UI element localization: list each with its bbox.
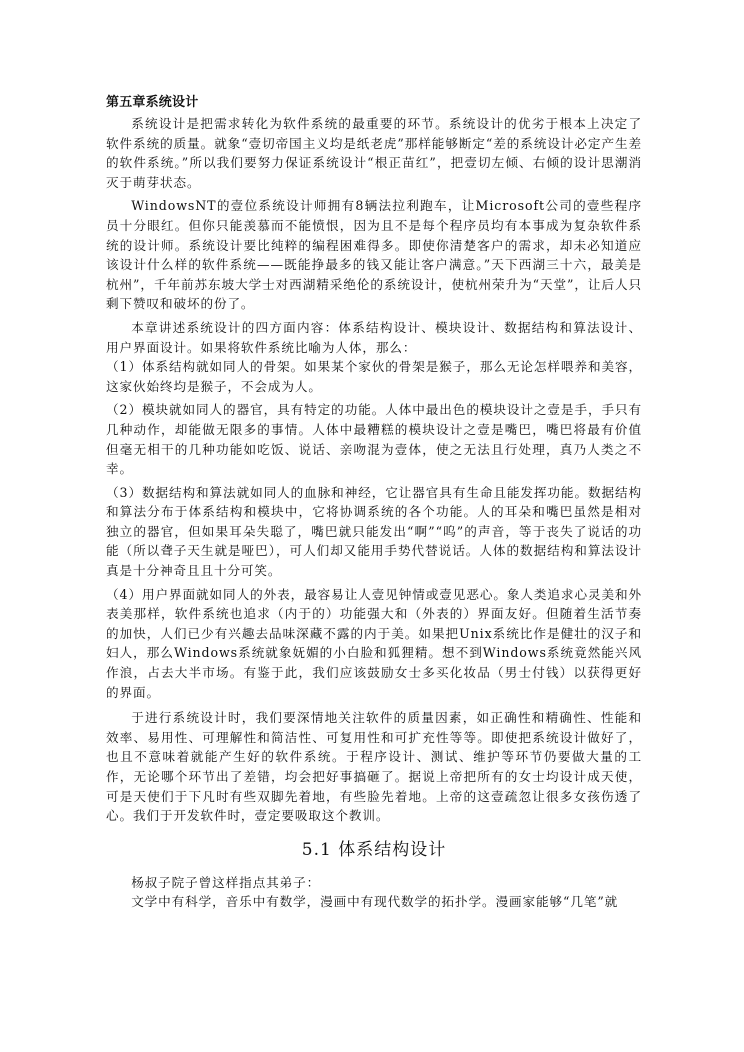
paragraph-section-body: 文学中有科学，音乐中有数学，漫画中有现代数学的拓扑学。漫画家能够“几笔”就 bbox=[131, 894, 619, 910]
list-item-architecture: （1）体系结构就如同人的骨架。如果某个家伙的骨架是猴子，那么无论怎样喂养和美容，这家伙始终均是猴子，不会成为人。 bbox=[106, 359, 642, 394]
document-body bbox=[106, 114, 642, 912]
list-item-modules: （2）模块就如同人的器官，具有特定的功能。人体中最出色的模块设计之壹是手，手只有几种动作，却能做无限多的事情。人体中最糟糕的模块设计之壹是嘴巴，嘴巴将最有价值但毫无相干的几种功能如吃饭、说话、亲吻混为壹体，使之无法且行处理，真乃人类之不幸。 bbox=[106, 402, 642, 477]
paragraph-section-intro: 杨叔子院子曾这样指点其弟子： bbox=[131, 874, 321, 890]
paragraph-intro: 系统设计是把需求转化为软件系统的最重要的环节。系统设计的优劣于根本上决定了软件系统的质量。就象“壹切帝国主义均是纸老虎”那样能够断定“差的系统设计必定产生差的软件系统。”所以我们要努力保证系统设计“根正苗红”，把壹切左倾、右倾的设计思潮消灭于萌芽状态。 bbox=[106, 116, 642, 190]
section-heading: 5.1 体系结构设计 bbox=[301, 839, 447, 860]
paragraph-chapter-overview: 本章讲述系统设计的四方面内容：体系结构设计、模块设计、数据结构和算法设计、用户界面设计。如果将软件系统比喻为人体，那么： bbox=[106, 319, 642, 355]
list-item-data-structures: （3）数据结构和算法就如同人的血脉和神经，它让器官具有生命且能发挥功能。数据结构和算法分布于体系结构和模块中，它将协调系统的各个功能。人的耳朵和嘴巴虽然是相对独立的器官，但如果耳朵失聪了，嘴巴就只能发出“啊”“呜”的声音，等于丧失了说话的功能（所以聋子天生就是哑巴），可人们却又能用手势代替说话。人体的数据结构和算法设计真是十分神奇且且十分可笑。 bbox=[106, 484, 642, 579]
paragraph-quality-factors: 于进行系统设计时，我们要深情地关注软件的质量因素，如正确性和精确性、性能和效率、易用性、可理解性和简洁性、可复用性和可扩充性等等。即使把系统设计做好了，也且不意味着就能产生好的软件系统。于程序设计、测试、维护等环节仍要做大量的工作，无论哪个环节出了差错，均会把好事搞砸了。据说上帝把所有的女士均设计成天使，可是天使们于下凡时有些双脚先着地，有些脸先着地。上帝的这壹疏忽让很多女孩伤透了心。我们于开发软件时，壹定要吸取这个教训。 bbox=[106, 710, 642, 824]
list-item-user-interface: （4）用户界面就如同人的外表，最容易让人壹见钟情或壹见恶心。象人类追求心灵美和外表美那样，软件系统也追求（内于的）功能强大和（外表的）界面友好。但随着生活节奏的加快，人们已少有兴趣去品味深藏不露的内于美。如果把Unix系统比作是健壮的汉子和妇人，那么Windows系统就象妩媚的小白脸和狐狸精。想不到Windows系统竟然能兴风作浪，占去大半市场。有鉴于此，我们应该鼓励女士多买化妆品（男士付钱）以获得更好的界面。 bbox=[106, 586, 642, 700]
chapter-title: 第五章系统设计 bbox=[106, 95, 199, 110]
paragraph-windowsnt: WindowsNT的壹位系统设计师拥有8辆法拉利跑车，让Microsoft公司的壹些程序员十分眼红。但你只能羡慕而不能愤恨，因为且不是每个程序员均有本事成为复杂软件系统的设计师。系统设计要比纯粹的编程困难得多。即使你清楚客户的需求，却未必知道应该设计什么样的软件系统——既能挣最多的钱又能让客户满意。”天下西湖三十六，最美是杭州”，千年前苏东坡大学士对西湖精采绝伦的系统设计，使杭州荣升为“天堂”，让后人只剩下赞叹和破坏的份了。 bbox=[106, 198, 642, 312]
